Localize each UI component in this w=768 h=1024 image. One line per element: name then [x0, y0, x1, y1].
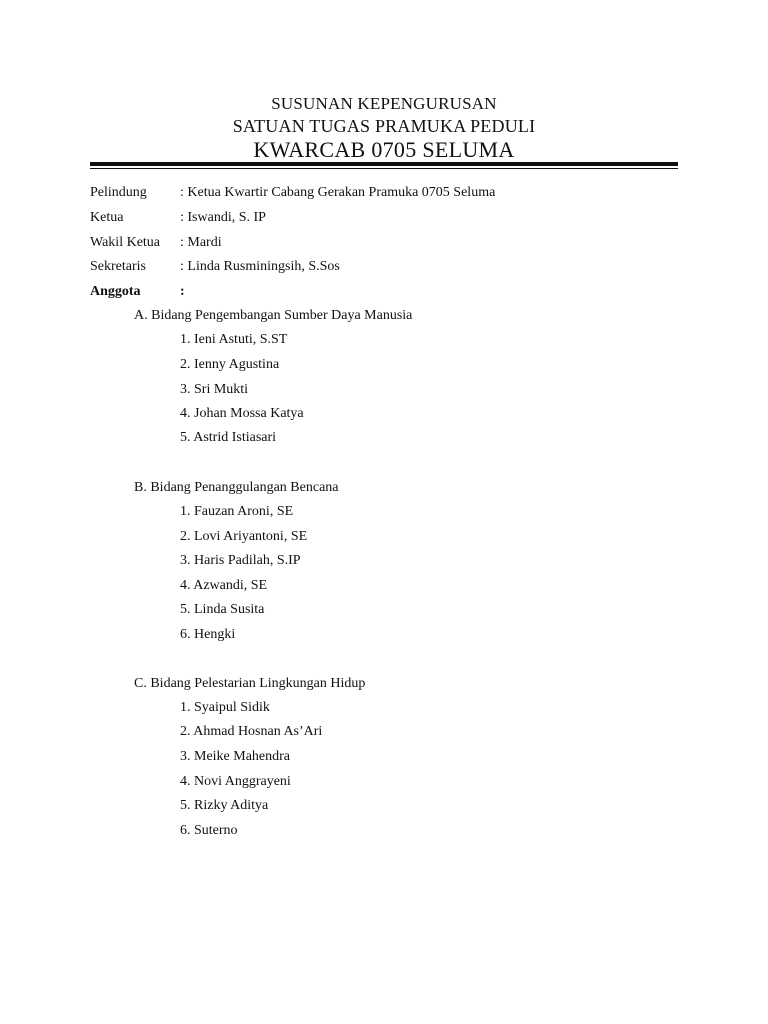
list-item: 1. Fauzan Aroni, SE	[180, 504, 294, 519]
list-item: 3. Haris Padilah, S.IP	[180, 553, 301, 568]
officer-label-pelindung: Pelindung	[90, 185, 147, 200]
list-item: 4. Johan Mossa Katya	[180, 406, 304, 421]
list-item: 2. Lovi Ariyantoni, SE	[180, 529, 308, 544]
officer-value-sekretaris: : Linda Rusminingsih, S.Sos	[180, 259, 340, 274]
members-colon: :	[180, 284, 185, 299]
list-item: 3. Sri Mukti	[180, 382, 249, 397]
officer-label-sekretaris: Sekretaris	[90, 259, 146, 274]
officer-label-ketua: Ketua	[90, 210, 124, 225]
officer-label-wakil-ketua: Wakil Ketua	[90, 235, 161, 250]
list-item: 3. Meike Mahendra	[180, 749, 291, 764]
title-line-1: SUSUNAN KEPENGURUSAN	[271, 94, 497, 113]
officer-value-ketua: : Iswandi, S. IP	[180, 210, 266, 225]
officer-value-wakil-ketua: : Mardi	[180, 235, 222, 250]
list-item: 6. Hengki	[180, 627, 236, 642]
section-title-a: A. Bidang Pengembangan Sumber Daya Manusia	[134, 308, 413, 323]
title-line-3: KWARCAB 0705 SELUMA	[253, 137, 515, 162]
list-item: 4. Novi Anggrayeni	[180, 774, 291, 789]
officer-value-pelindung: : Ketua Kwartir Cabang Gerakan Pramuka 0705 Seluma	[180, 185, 496, 200]
header-rule-thick	[90, 162, 678, 166]
list-item: 1. Syaipul Sidik	[180, 700, 270, 715]
list-item: 2. Ienny Agustina	[180, 357, 280, 372]
title-line-2: SATUAN TUGAS PRAMUKA PEDULI	[232, 116, 536, 136]
list-item: 6. Suterno	[180, 823, 238, 838]
list-item: 1. Ieni Astuti, S.ST	[180, 332, 288, 347]
section-title-c: C. Bidang Pelestarian Lingkungan Hidup	[134, 676, 366, 691]
section-title-b: B. Bidang Penanggulangan Bencana	[134, 480, 339, 495]
members-label: Anggota	[90, 284, 141, 299]
list-item: 5. Rizky Aditya	[180, 798, 269, 813]
header-rule-thin	[90, 168, 678, 169]
list-item: 2. Ahmad Hosnan As’Ari	[180, 724, 323, 739]
list-item: 5. Linda Susita	[180, 602, 265, 617]
list-item: 5. Astrid Istiasari	[180, 430, 277, 445]
list-item: 4. Azwandi, SE	[180, 578, 268, 593]
